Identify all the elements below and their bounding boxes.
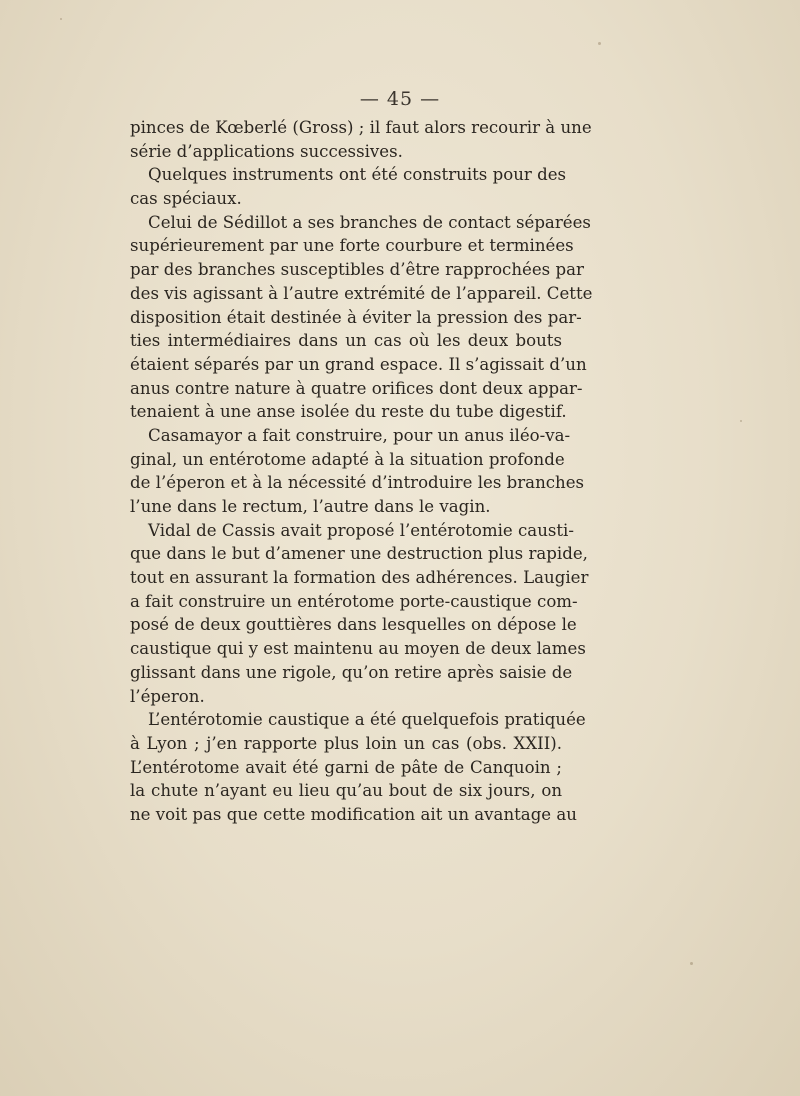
text-line: tout en assurant la formation des adhérences. Laugier [130,568,589,588]
text-line: Quelques instruments ont été construits pour des [148,165,567,185]
text-line: l’éperon. [130,686,205,706]
text-line: l’une dans le rectum, l’autre dans le vagin. [130,497,491,516]
paper-speck [690,962,693,965]
text-line: posé de deux gouttières dans lesquelles on dépose le [130,615,577,635]
text-line: la chute n’ayant eu lieu qu’au bout de six jours, on [130,781,562,801]
text-line: tenaient à une anse isolée du reste du tube digestif. [130,402,567,422]
text-line: étaient séparés par un grand espace. Il s’agissait d’un [130,354,587,374]
text-line: disposition était destinée à éviter la pression des par- [130,307,582,327]
text-line: à Lyon ; j’en rapporte plus loin un cas (obs. XXII). [130,733,562,753]
text-line: glissant dans une rigole, qu’on retire après saisie de [130,662,573,682]
text-line: a fait construire un entérotome porte-caustique com- [130,591,578,611]
text-line: caustique qui y est maintenu au moyen de deux lames [130,639,586,659]
text-line: cas spéciaux. [130,189,242,209]
text-line: pinces de Kœberlé (Gross) ; il faut alors recourir à une [130,118,592,137]
body-text [130,116,593,827]
text-line: supérieurement par une forte courbure et terminées [130,236,574,256]
text-line: Vidal de Cassis avait proposé l’entérotomie causti- [148,520,574,540]
text-line: Celui de Sédillot a ses branches de contact séparées [148,212,591,232]
text-line: L’entérotome avait été garni de pâte de Canquoin ; [130,757,562,777]
page-number: — 45 — [359,88,441,110]
text-line: L’entérotomie caustique a été quelquefois pratiquée [148,710,586,730]
text-line: série d’applications successives. [130,141,403,161]
paper-speck [60,18,62,20]
text-line: que dans le but d’amener une destruction plus rapide, [130,544,588,564]
text-line: anus contre nature à quatre orifices dont deux appar- [130,378,583,398]
text-line: Casamayor a fait construire, pour un anus iléo-va- [148,425,571,445]
text-line: par des branches susceptibles d’être rapprochées par [130,260,584,280]
text-line: ties intermédiaires dans un cas où les deux bouts [130,331,562,351]
text-line: de l’éperon et à la nécessité d’introduire les branches [130,473,585,493]
paper-speck [740,420,742,422]
text-line: ne voit pas que cette modification ait un avantage au [130,804,577,824]
paper-speck [598,42,601,45]
text-line: des vis agissant à l’autre extrémité de l’appareil. Cette [130,283,593,303]
text-line: ginal, un entérotome adapté à la situation profonde [130,449,565,469]
